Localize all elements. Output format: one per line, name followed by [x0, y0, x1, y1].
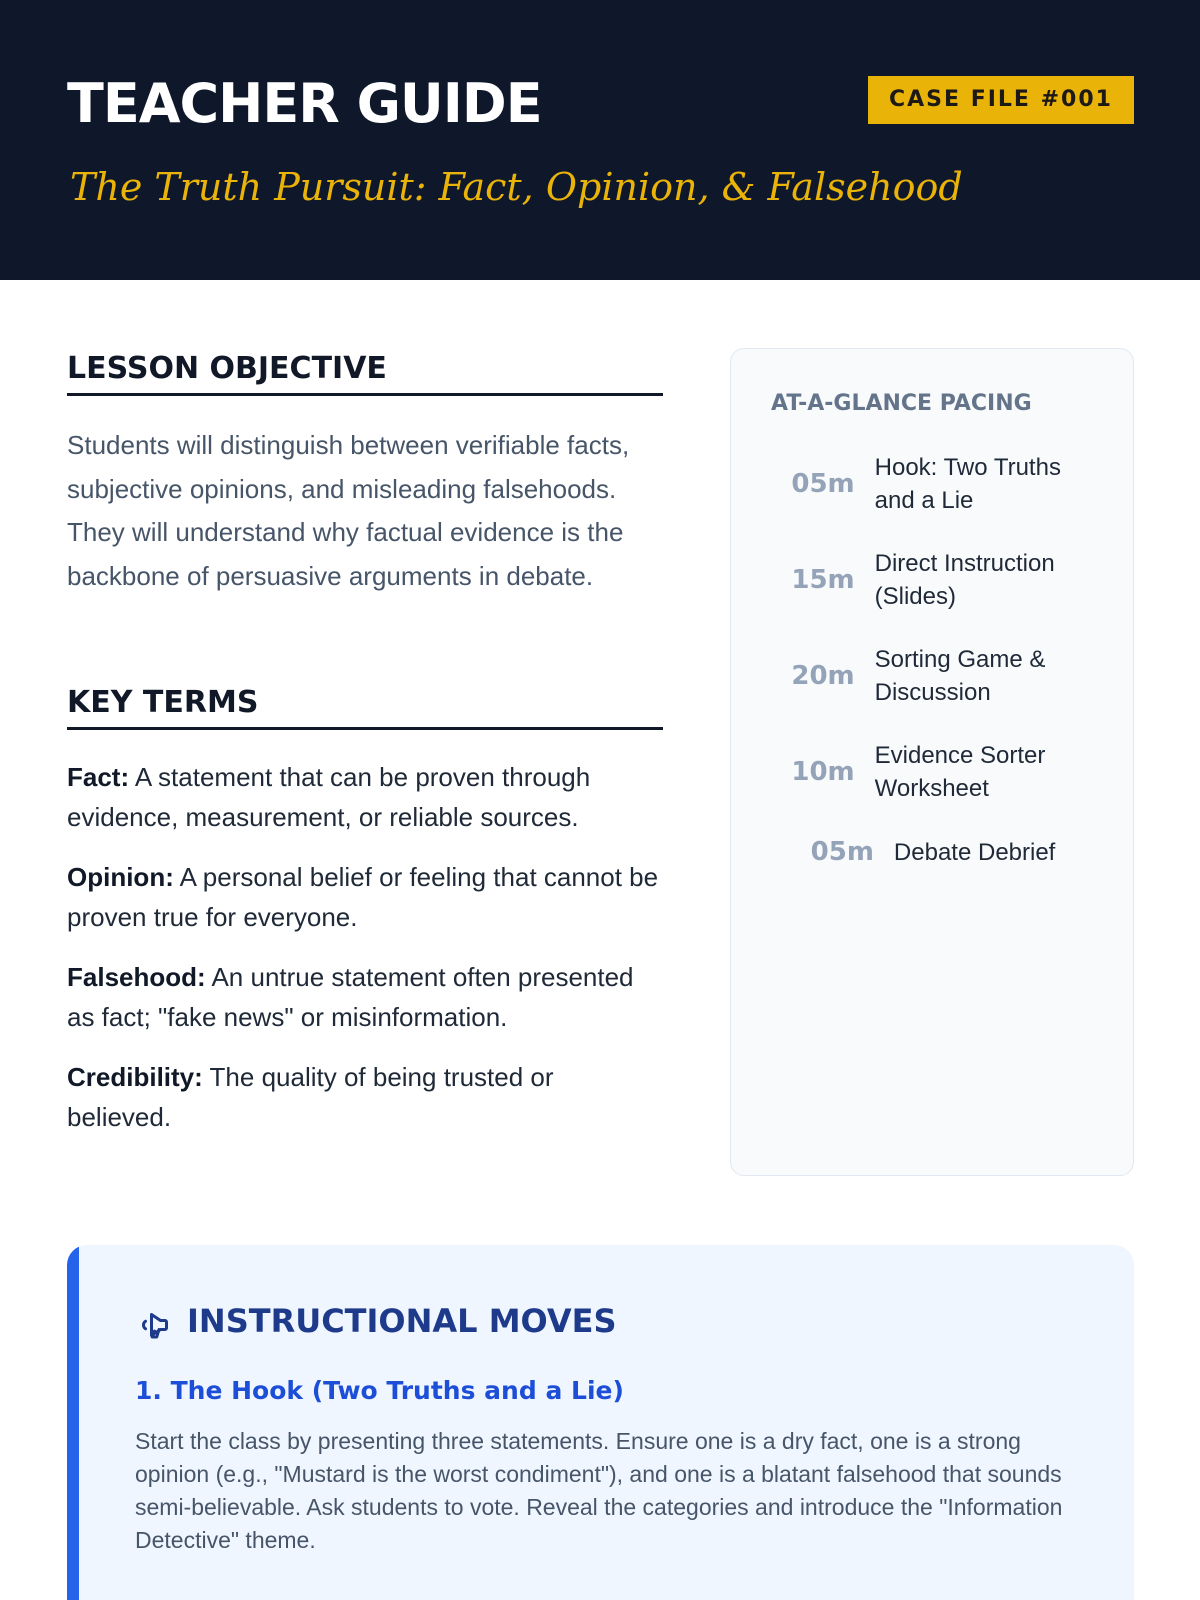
term-definition: The quality of being trusted or believed. — [67, 1062, 554, 1132]
case-file-badge: CASE FILE #001 — [868, 76, 1134, 124]
objective-heading: LESSON OBJECTIVE — [67, 349, 663, 396]
pacing-minutes: 05m — [791, 469, 855, 499]
pacing-list — [731, 451, 1135, 899]
term-word: Opinion: — [67, 862, 174, 892]
key-terms-list — [67, 757, 663, 1157]
instructional-moves-card — [67, 1245, 1134, 1600]
term-item-credibility — [67, 1057, 663, 1137]
pacing-minutes: 20m — [791, 661, 855, 691]
term-word: Fact: — [67, 762, 130, 792]
step-title: 1. The Hook (Two Truths and a Lie) — [135, 1376, 624, 1405]
pacing-card — [730, 348, 1134, 1176]
megaphone-icon — [135, 1307, 171, 1343]
pacing-label: Sorting Game & Discussion — [874, 646, 1046, 706]
term-item-opinion — [67, 857, 663, 937]
pacing-label: Debate Debrief — [893, 838, 1056, 866]
page-title: TEACHER GUIDE — [67, 72, 542, 135]
pacing-minutes: 10m — [791, 757, 855, 787]
pacing-label: Evidence Sorter Worksheet — [874, 742, 1046, 802]
key-terms-heading: KEY TERMS — [67, 683, 663, 730]
objective-text: Students will distinguish between verifiable facts, subjective opinions, and misleading falsehoods. They will understand why factual evidence is the backbone of persuasive arguments in debate. — [67, 430, 630, 591]
term-item-falsehood — [67, 957, 663, 1037]
step-text: Start the class by presenting three statements. Ensure one is a dry fact, one is a strong opinion (e.g., "Mustard is the worst condiment"), and one is a blatant falsehood that sounds semi-believable. Ask students to vote. Reveal the categories and introduce the "Information Detective" theme. — [135, 1428, 1063, 1553]
pacing-row — [731, 547, 1135, 613]
term-word: Falsehood: — [67, 962, 206, 992]
term-word: Credibility: — [67, 1062, 203, 1092]
header-banner — [0, 0, 1200, 280]
pacing-row — [731, 739, 1135, 805]
pacing-label: Direct Instruction (Slides) — [874, 550, 1055, 610]
pacing-row — [731, 835, 1135, 869]
lesson-subtitle: The Truth Pursuit: Fact, Opinion, & Falsehood — [70, 165, 963, 209]
pacing-label: Hook: Two Truths and a Lie — [874, 454, 1061, 514]
pacing-row — [731, 451, 1135, 517]
term-definition: A personal belief or feeling that cannot be proven true for everyone. — [67, 862, 659, 932]
pacing-row — [731, 643, 1135, 709]
pacing-minutes: 05m — [810, 837, 874, 867]
term-definition: An untrue statement often presented as fact; "fake news" or misinformation. — [67, 962, 634, 1032]
pacing-title: AT-A-GLANCE PACING — [771, 391, 1032, 416]
term-definition: A statement that can be proven through evidence, measurement, or reliable sources. — [67, 762, 591, 832]
instructional-moves-heading: INSTRUCTIONAL MOVES — [187, 1302, 617, 1340]
pacing-minutes: 15m — [791, 565, 855, 595]
term-item-fact — [67, 757, 663, 837]
